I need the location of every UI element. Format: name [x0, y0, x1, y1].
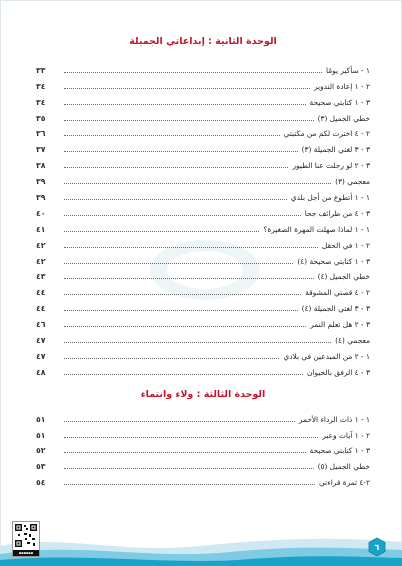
- dot-leader: [64, 467, 314, 469]
- dot-leader: [64, 277, 314, 279]
- unit-3-title: الوحدة الثالثة : ولاء وانتماء: [140, 388, 266, 400]
- toc-entry-label: ٣ - ٢ هل تعلم النمر: [310, 320, 370, 330]
- toc-entry-page: ٣٤: [36, 97, 46, 107]
- toc-entry-page: ٤٨: [36, 367, 46, 377]
- footer-wave: [0, 528, 402, 566]
- toc-entry-label: ٢ - ١ آيات وعبر: [322, 430, 370, 440]
- toc-entry-page: ٤٢: [36, 240, 46, 250]
- toc-entry-label: ٣ - ٤ من طرائف جحا: [304, 208, 370, 218]
- dot-leader: [64, 214, 301, 216]
- dot-leader: [64, 483, 315, 485]
- toc-entry-page: ٣٨: [36, 161, 46, 171]
- toc-entry-label: ١ - سأكبر يومًا: [325, 65, 370, 75]
- qr-code-icon: [13, 522, 39, 549]
- toc-entry-page: ٤٤: [36, 288, 46, 298]
- unit-2-title: الوحدة الثانية : إبداعاتي الجميلة: [129, 36, 277, 47]
- toc-entry-label: معجمي (٤): [335, 336, 370, 346]
- toc-entry[interactable]: [36, 329, 370, 345]
- toc-entry[interactable]: [36, 408, 370, 424]
- toc-entry[interactable]: [36, 266, 370, 282]
- toc-entry-page: ٤٧: [36, 351, 46, 361]
- toc-entry[interactable]: [36, 345, 370, 361]
- toc-entry[interactable]: [36, 361, 370, 377]
- table-of-contents: [36, 36, 370, 487]
- toc-entry-label: ٣ - ٣ لغتي الجميلة (٤): [301, 304, 370, 314]
- toc-entry-page: ٤٧: [36, 336, 46, 346]
- toc-entry[interactable]: [36, 297, 370, 313]
- toc-entry-label: ٢ - ٤ قصتي المشوقة: [305, 288, 370, 298]
- toc-entry[interactable]: [36, 170, 370, 186]
- dot-leader: [64, 436, 318, 438]
- toc-entry[interactable]: [36, 107, 370, 123]
- toc-entry-label: خطي الجميل (٤): [317, 272, 370, 282]
- toc-entry-label: ١ - ١ أتطوع من أجل بلدي: [290, 193, 370, 203]
- toc-entry-page: ٤١: [36, 224, 46, 234]
- toc-entry[interactable]: [36, 186, 370, 202]
- dot-leader: [64, 134, 280, 136]
- qr-code[interactable]: [12, 521, 40, 557]
- toc-entry-page: ٣٥: [36, 113, 46, 123]
- toc-entry-page: ٥٣: [36, 462, 46, 472]
- dot-leader: [64, 420, 295, 422]
- dot-leader: [64, 71, 322, 73]
- dot-leader: [64, 451, 306, 453]
- toc-entry[interactable]: [36, 218, 370, 234]
- toc-entry[interactable]: [36, 75, 370, 91]
- toc-entry-page: ٤٤: [36, 304, 46, 314]
- toc-entry-label: ١ - ٢ من المبدعين في بلادي: [283, 351, 370, 361]
- toc-entry[interactable]: [36, 154, 370, 170]
- toc-entry-page: ٥٢: [36, 446, 46, 456]
- dot-leader: [64, 246, 318, 248]
- toc-entry-page: ٥١: [36, 430, 46, 440]
- toc-entry-page: ٤٠: [36, 208, 46, 218]
- toc-entry[interactable]: [36, 471, 370, 487]
- dot-leader: [64, 103, 306, 105]
- toc-entry[interactable]: [36, 91, 370, 107]
- dot-leader: [64, 262, 293, 264]
- unit-2-list: [36, 59, 370, 377]
- toc-entry-label: ٢ - ٤ اخترت لكم من مكتبتي: [283, 129, 370, 139]
- dot-leader: [64, 373, 303, 375]
- dot-leader: [64, 150, 298, 152]
- dot-leader: [64, 166, 288, 168]
- toc-entry[interactable]: [36, 234, 370, 250]
- toc-entry-label: ١ - ١ لماذا صهلت المهرة الصغيرة؟: [263, 224, 370, 234]
- toc-entry-label: ٢-٤ ثمرة قراءتي: [319, 478, 370, 488]
- toc-entry-page: ٣٤: [36, 81, 46, 91]
- toc-entry-label: ١ - ١ ذات الرداء الأحمر: [298, 414, 370, 424]
- toc-entry-label: خطي الجميل (٥): [317, 462, 370, 472]
- dot-leader: [64, 309, 298, 311]
- dot-leader: [64, 119, 314, 121]
- toc-entry[interactable]: [36, 424, 370, 440]
- toc-entry[interactable]: [36, 138, 370, 154]
- qr-label: ▪▪▪▪▪▪: [13, 550, 39, 556]
- toc-entry-page: ٤٣: [36, 272, 46, 282]
- toc-entry-page: ٥١: [36, 414, 46, 424]
- toc-entry[interactable]: [36, 281, 370, 297]
- dot-leader: [64, 230, 259, 232]
- page-number: ٦: [374, 543, 380, 553]
- toc-entry-label: ٣ - ٤ الرفق بالحيوان: [307, 367, 370, 377]
- toc-entry[interactable]: [36, 313, 370, 329]
- toc-entry[interactable]: [36, 202, 370, 218]
- toc-entry[interactable]: [36, 250, 370, 266]
- toc-entry-label: ٣ - ١ كتابتي صحيحة: [309, 446, 370, 456]
- toc-entry-page: ٤٦: [36, 320, 46, 330]
- toc-entry[interactable]: [36, 440, 370, 456]
- toc-entry-page: ٣٩: [36, 177, 46, 187]
- dot-leader: [64, 341, 331, 343]
- dot-leader: [64, 87, 310, 89]
- dot-leader: [64, 293, 301, 295]
- toc-entry-page: ٥٤: [36, 478, 46, 488]
- toc-entry-label: ٣ - ١ كتابتي صحيحة (٤): [297, 256, 370, 266]
- dot-leader: [64, 198, 287, 200]
- toc-entry-label: ٣ - ٣ لغتي الجميلة (٣): [301, 145, 370, 155]
- dot-leader: [64, 357, 279, 359]
- dot-leader: [64, 182, 331, 184]
- toc-entry-label: ٢ - ١ في الحقل: [321, 240, 370, 250]
- toc-entry-page: ٣٧: [36, 145, 46, 155]
- dot-leader: [64, 325, 306, 327]
- toc-entry[interactable]: [36, 59, 370, 75]
- toc-entry-page: ٤٢: [36, 256, 46, 266]
- toc-entry-label: ٣ - ٢ لو رحلت عنا الطيور: [292, 161, 370, 171]
- toc-entry-label: ٢ - ١ إعادة التدوير: [313, 81, 370, 91]
- unit-3-list: [36, 408, 370, 487]
- toc-entry[interactable]: [36, 455, 370, 471]
- toc-entry-label: ٣ - ١ كتابتي صحيحة: [309, 97, 370, 107]
- toc-entry-label: معجمي (٣): [335, 177, 370, 187]
- toc-entry-page: ٣٣: [36, 65, 46, 75]
- toc-entry[interactable]: [36, 123, 370, 139]
- page-number-badge: [367, 537, 387, 557]
- toc-entry-page: ٣٩: [36, 193, 46, 203]
- toc-entry-page: ٣٦: [36, 129, 46, 139]
- toc-entry-label: خطي الجميل (٣): [317, 113, 370, 123]
